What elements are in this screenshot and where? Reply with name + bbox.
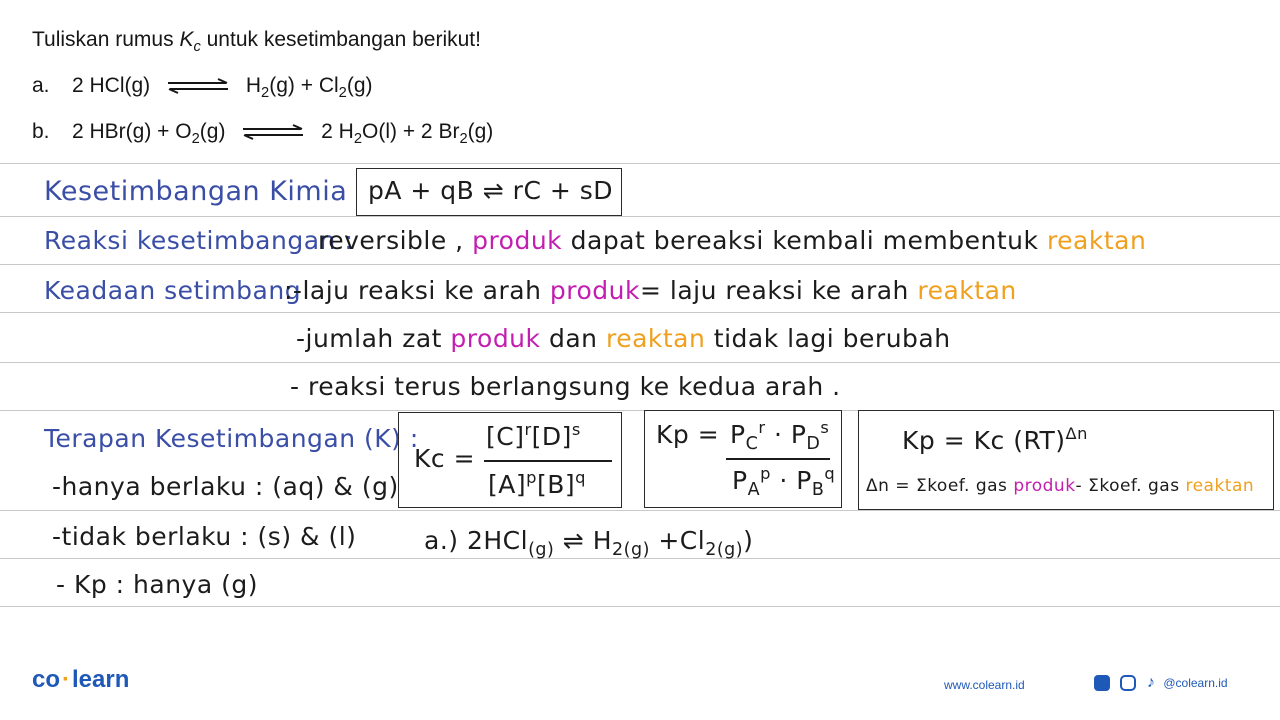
question-a-product-end: (g)	[346, 74, 373, 97]
social-links	[1094, 674, 1228, 692]
question-a-label: a.	[32, 74, 50, 97]
reaktan-word: reaktan	[917, 276, 1017, 305]
ruled-line	[0, 163, 1280, 164]
exponent: s	[571, 420, 581, 439]
tidak-berlaku: -tidak berlaku : (s) & (l)	[52, 522, 357, 551]
reversible-text: reversible ,	[318, 226, 464, 255]
logo-co: co	[32, 666, 61, 693]
general-equation: pA + qB ⇌ rC + sD	[368, 176, 614, 205]
keadaan-label: Keadaan setimbang	[44, 276, 302, 305]
hanya-berlaku: -hanya berlaku : (aq) & (g)	[52, 472, 399, 501]
exponent: q	[575, 468, 586, 487]
question-b-reactants: 2 HBr(g) + O	[72, 120, 192, 143]
instagram-icon[interactable]	[1120, 675, 1136, 691]
question-intro	[32, 28, 481, 55]
terapan-label: Terapan Kesetimbangan (K) :	[44, 424, 419, 453]
keadaan-line-2	[296, 324, 951, 353]
subscript: C	[745, 433, 759, 454]
kp-kc-formula: Kp = Kc (RT)	[902, 425, 1066, 455]
kc-numerator	[486, 420, 581, 451]
question-b-products-mid: O(l) + 2 Br	[362, 120, 460, 143]
answer-a	[424, 526, 753, 560]
notes-title: Kesetimbangan Kimia	[44, 176, 348, 207]
reaksi-text: dapat bereaksi kembali membentuk	[570, 226, 1039, 255]
colearn-logo[interactable]	[32, 666, 129, 694]
ruled-line	[0, 264, 1280, 265]
ruled-line	[0, 510, 1280, 511]
keadaan-line-3: - reaksi terus berlangsung ke kedua arah .	[290, 372, 841, 401]
keadaan-text: tidak lagi berubah	[713, 324, 951, 353]
question-b-products-end: (g)	[467, 120, 494, 143]
subscript: 2	[261, 85, 270, 102]
delta-text: - Σkoef. gas	[1075, 476, 1180, 496]
question-a	[32, 74, 373, 101]
conc-b: [B]	[536, 469, 576, 499]
pressure-b: · P	[770, 465, 812, 495]
exponent: r	[758, 418, 766, 437]
logo-learn: learn	[72, 666, 130, 693]
intro-text-end: untuk kesetimbangan berikut!	[200, 28, 481, 51]
kc-lhs: Kc =	[414, 444, 476, 473]
facebook-icon[interactable]	[1094, 675, 1110, 691]
answer-a-reactant: a.) 2HCl	[424, 526, 529, 555]
reaktan-word: reaktan	[605, 324, 706, 353]
pressure-a: P	[732, 465, 748, 495]
kp-numerator	[730, 418, 829, 454]
ruled-line	[0, 216, 1280, 217]
conc-a: [A]	[488, 469, 527, 499]
exponent: r	[524, 420, 532, 439]
subscript: D	[806, 433, 821, 454]
delta-n-exponent: Δn	[1065, 424, 1088, 443]
subscript: 2(g)	[612, 540, 650, 561]
question-a-reactants: 2 HCl(g)	[72, 74, 151, 97]
reaksi-definition	[318, 226, 1146, 255]
conc-c: [C]	[486, 421, 525, 451]
kp-hanya-gas: - Kp : hanya (g)	[56, 570, 258, 599]
ruled-line	[0, 362, 1280, 363]
subscript: (g)	[528, 540, 555, 561]
produk-word: produk	[472, 226, 563, 255]
question-b-products: 2 H	[321, 120, 354, 143]
delta-n-definition	[866, 476, 1254, 496]
tiktok-icon[interactable]: ♪	[1146, 674, 1155, 691]
exponent: p	[760, 464, 771, 483]
keadaan-text: -jumlah zat	[296, 324, 442, 353]
answer-a-product-cl: +Cl	[649, 526, 706, 555]
ruled-line	[0, 312, 1280, 313]
question-a-product-h: H	[245, 74, 262, 97]
question-a-product-mid: (g) + Cl	[269, 74, 339, 97]
conc-d: [D]	[531, 421, 572, 451]
keadaan-text: dan	[548, 324, 598, 353]
kp-denominator	[732, 464, 835, 500]
kc-denominator	[488, 468, 586, 499]
reaktan-word: reaktan	[1046, 226, 1147, 255]
kp-kc-relation	[902, 424, 1088, 455]
social-handle[interactable]: @colearn.id	[1163, 676, 1228, 691]
answer-a-close: )	[743, 526, 754, 555]
answer-a-product-h: H	[592, 526, 612, 555]
subscript: B	[811, 479, 825, 500]
pressure-d: · P	[765, 419, 807, 449]
equilibrium-arrow-icon	[166, 78, 230, 94]
subscript: 2	[191, 131, 200, 148]
intro-text: Tuliskan rumus	[32, 28, 180, 51]
produk-word: produk	[549, 276, 640, 305]
reaksi-label: Reaksi kesetimbangan :	[44, 226, 354, 255]
question-b-reactants-end: (g)	[199, 120, 226, 143]
question-b	[32, 120, 493, 147]
kp-lhs: Kp =	[656, 420, 720, 449]
equilibrium-arrow-icon	[241, 124, 305, 140]
question-b-label: b.	[32, 120, 50, 143]
produk-word: produk	[1013, 476, 1076, 496]
exponent: s	[820, 418, 830, 437]
ruled-line	[0, 606, 1280, 607]
keadaan-text: = laju reaksi ke arah	[640, 276, 909, 305]
exponent: q	[824, 464, 836, 483]
delta-text: Δn = Σkoef. gas	[866, 476, 1008, 496]
equilibrium-arrow: ⇌	[554, 526, 593, 555]
subscript: 2	[353, 131, 363, 148]
subscript: A	[747, 479, 761, 500]
reaktan-word: reaktan	[1185, 476, 1255, 496]
subscript: 2	[459, 131, 468, 148]
keadaan-text: :-laju reaksi ke arah	[284, 276, 542, 305]
produk-word: produk	[450, 324, 541, 353]
kc-symbol: K	[179, 28, 194, 51]
subscript: 2(g)	[705, 540, 744, 561]
kp-fraction-bar	[726, 458, 830, 460]
keadaan-line-1	[284, 276, 1017, 305]
exponent: p	[526, 468, 537, 487]
logo-dot: ·	[62, 666, 71, 693]
kc-subscript: c	[193, 39, 201, 56]
kc-fraction-bar	[484, 460, 612, 462]
pressure-c: P	[730, 419, 746, 449]
website-link[interactable]: www.colearn.id	[944, 678, 1025, 692]
subscript: 2	[338, 85, 347, 102]
